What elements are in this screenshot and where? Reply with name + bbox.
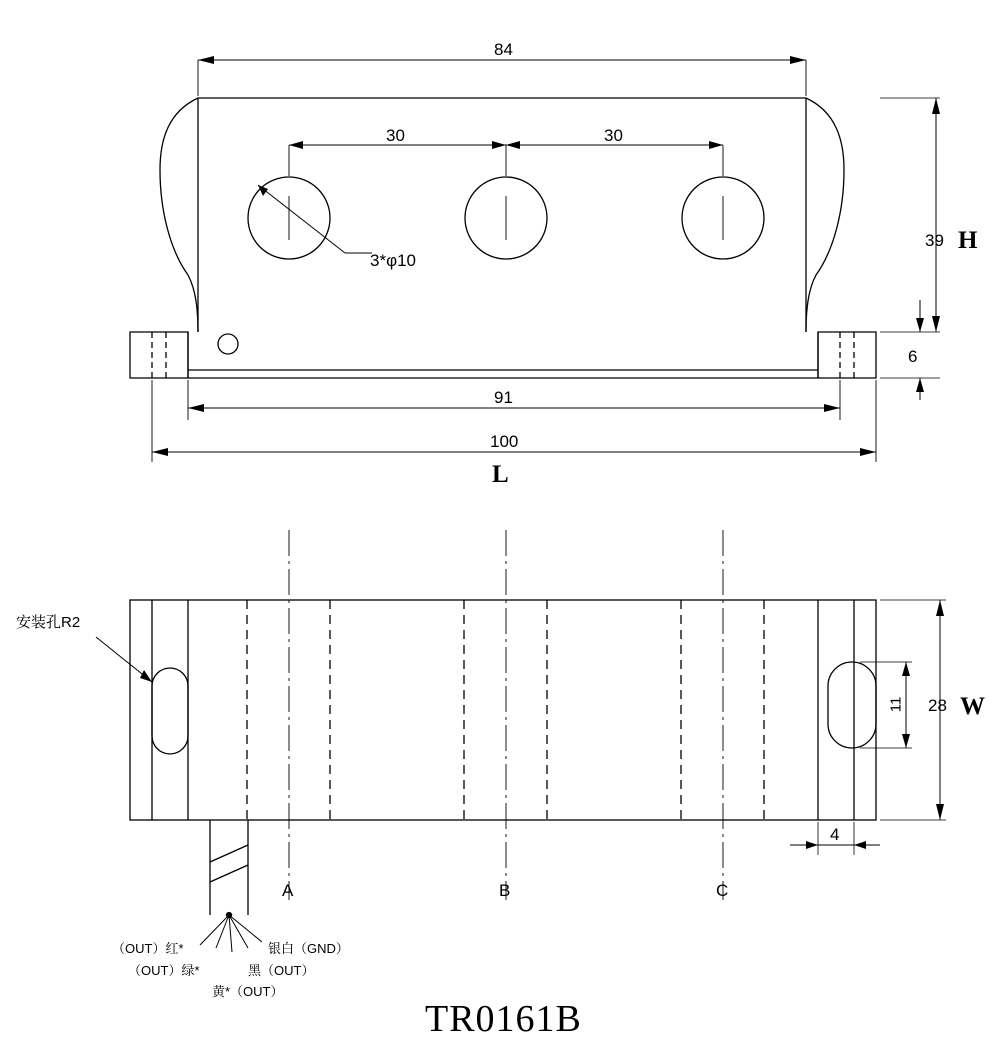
wire-label-silver-white: 银白（GND）	[268, 941, 349, 956]
note-hole-diameter: 3*φ10	[370, 251, 417, 270]
dimension-hole-spacing-2: 30	[604, 126, 623, 145]
label-length-symbol: L	[492, 461, 509, 488]
dimension-base-inner-91: 91	[494, 388, 513, 407]
dimension-slot-11: 11	[887, 696, 905, 713]
label-height-symbol: H	[958, 227, 978, 254]
wire-label-green: （OUT）绿*	[128, 963, 200, 978]
wire-label-black: 黑（OUT）	[248, 963, 315, 978]
drawing-title: TR0161B	[425, 998, 582, 1040]
note-mounting-hole: 安装孔R2	[16, 614, 81, 631]
wire-label-red: （OUT）红*	[112, 941, 184, 956]
label-width-symbol: W	[960, 693, 985, 720]
dimension-overall-top: 84	[494, 40, 513, 59]
dimension-edge-offset-4: 4	[830, 825, 840, 844]
section-letter-c: C	[716, 881, 729, 900]
dimension-height-39: 39	[925, 231, 944, 250]
dimension-width-28: 28	[928, 696, 947, 715]
wire-label-yellow: 黄*（OUT）	[212, 984, 284, 999]
dimension-overall-length-100: 100	[490, 432, 519, 451]
section-letter-a: A	[282, 881, 294, 900]
section-letter-b: B	[499, 881, 511, 900]
dimension-hole-spacing-1: 30	[386, 126, 405, 145]
dimension-foot-height-6: 6	[908, 347, 918, 366]
